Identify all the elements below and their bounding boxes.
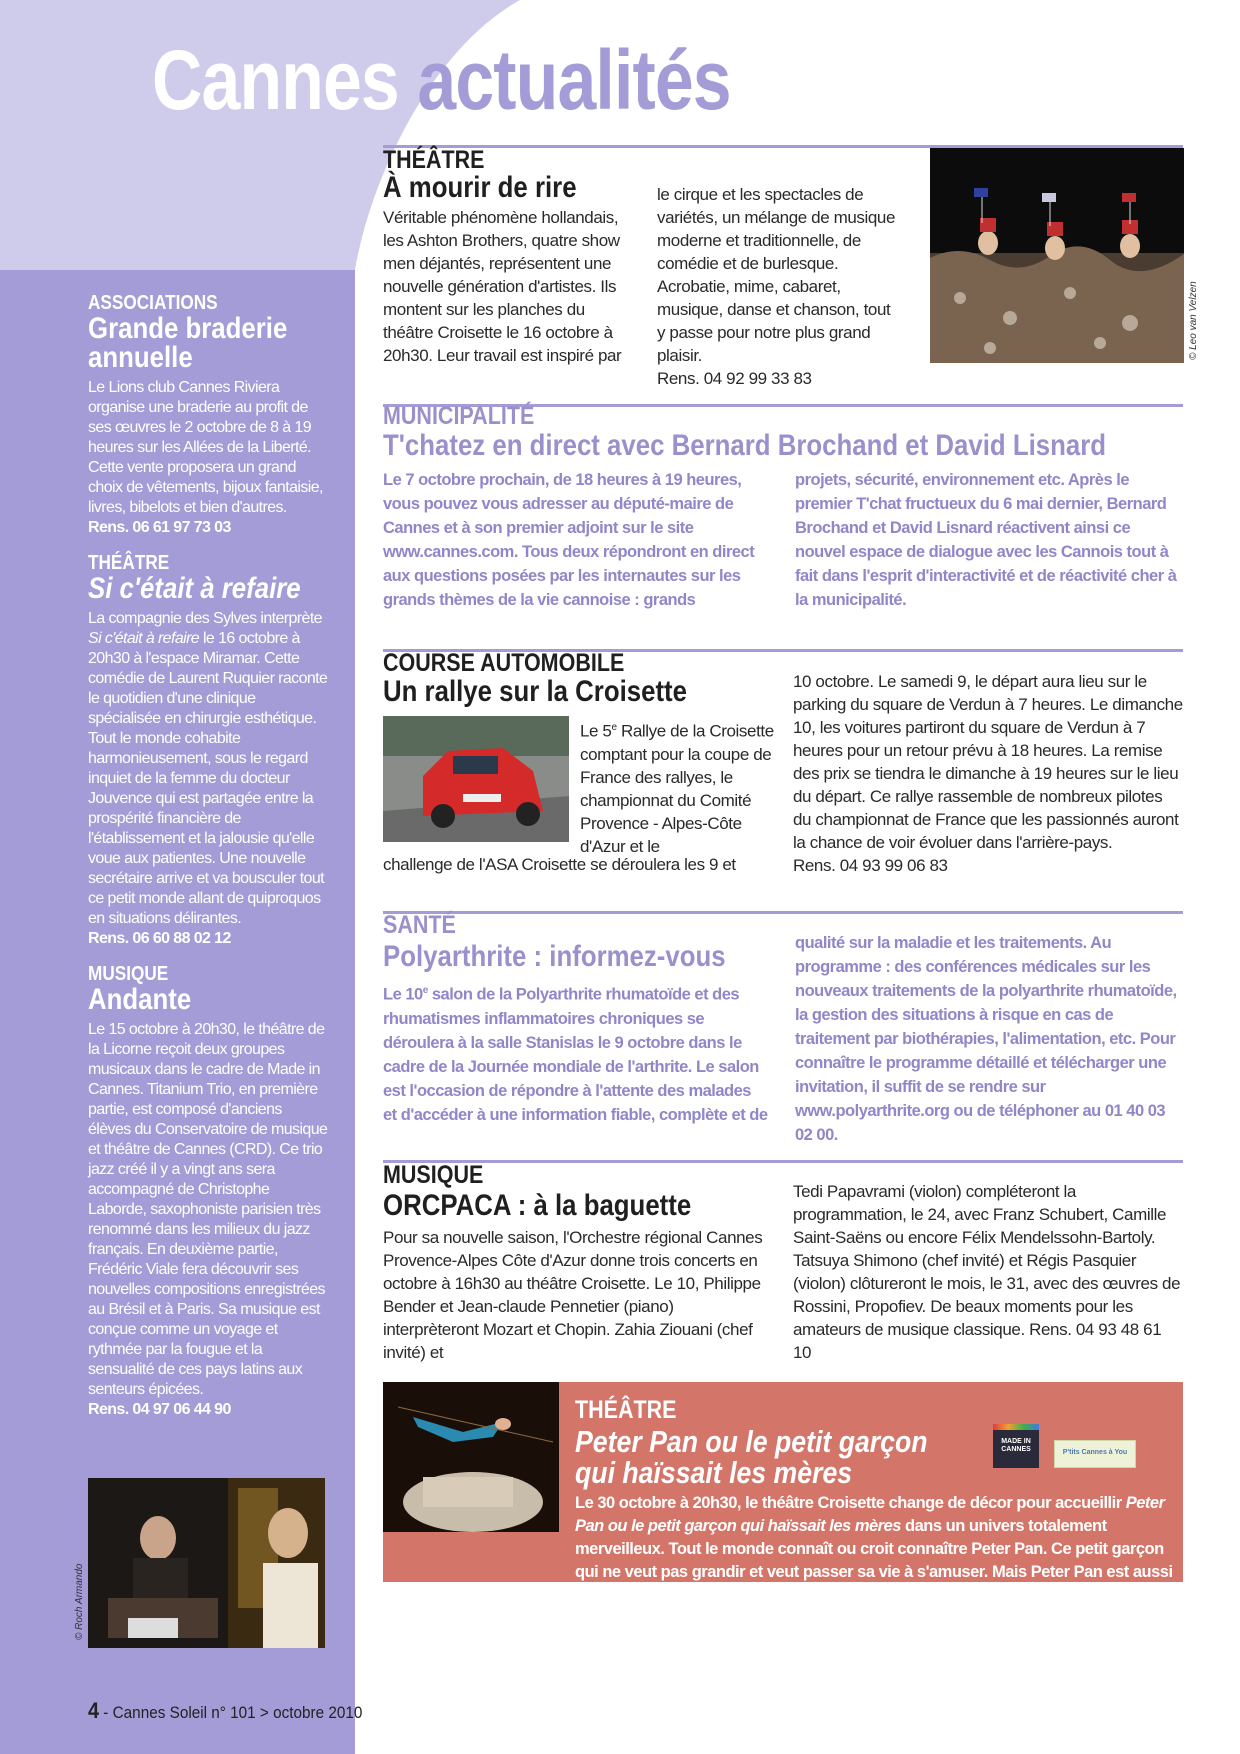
- theatre-col2-text: le cirque et les spectacles de variétés, un mélange de musique moderne et traditionnelle, de comédie et de burlesque. Acrobatie, mime, cabaret, musique, danse et chanson, tout y passe pour notre plus grand plaisir.: [657, 185, 896, 365]
- musique-col1: Pour sa nouvelle saison, l'Orchestre régional Cannes Provence-Alpes Côte d'Azur donne trois concerts en octobre à 16h30 au théâtre Croisette. Le 10, Philippe Bender et Jean-claude Pennetier (piano) interprèteront Mozart et Chopin. Zahia Ziouani (chef invité) et: [383, 1228, 763, 1362]
- peter-pan-body-bottom: de jouer encore et toujours. Ce spectacle, programmé dans le cadre de P'tits Cannes à You et Made in Cannes, est interprété par la compagnie Vol plané (à partir de 8 ans). Rens. 04 97 06 44 90: [400, 1609, 1149, 1650]
- course-category: COURSE AUTOMOBILE: [383, 649, 625, 677]
- sidebar-theatre-title: Si c'était à refaire: [88, 572, 301, 605]
- course-title: Un rallye sur la Croisette: [383, 675, 687, 708]
- made-in-cannes-logo: MADE IN CANNES: [993, 1424, 1039, 1468]
- theatre-photo-credit: © Leo van Velzen: [1188, 281, 1199, 360]
- sidebar-theatre-rens: Rens. 06 60 88 02 12: [88, 930, 231, 947]
- musique-col2-text: Tedi Papavrami (violon) compléteront la programmation, le 24, avec Franz Schubert, Camille Saint-Saëns ou encore Félix Mendelssohn-Bartoly. Tatsuya Shimono (chef invité) et Régis Pasquier (violon) clôtureront le mois, le 31, avec des œuvres de Rossini, Propofiev. De beaux moments pour les amateurs de musique classique.: [793, 1182, 1181, 1339]
- page-number: 4: [88, 1698, 100, 1723]
- page-title: [152, 33, 731, 127]
- theatre-col1: Véritable phénomène hollandais, les Ashton Brothers, quatre show men déjantés, représentent une nouvelle génération d'artistes. Ils montent sur les planches du théâtre Croisette le 16 octobre à 20h30. Leur travail est inspiré par: [383, 208, 622, 365]
- theatre-category: THÉÂTRE: [383, 146, 485, 174]
- associations-rens: Rens. 06 61 97 73 03: [88, 519, 231, 536]
- course-rens: Rens. 04 93 99 06 83: [793, 856, 948, 875]
- sante-title: Polyarthrite : informez-vous: [383, 940, 726, 973]
- course-col2-text: 10 octobre. Le samedi 9, le départ aura lieu sur le parking du square de Verdun à 7 heures. Le dimanche 10, les voitures partiront du square de Verdun à 7 heures pour un retour prévu à 18 heures. La remise des prix se tiendra le dimanche à 19 heures sur le lieu du départ. Ce rallye rassemble de nombreux pilotes du championnat de France que les passionnés auront la chance de voir évoluer dans l'arrière-pays.: [793, 672, 1183, 852]
- ptits-cannes-logo: P'tits Cannes à You: [1054, 1440, 1136, 1468]
- peter-pan-title-line1: Peter Pan ou le petit garçon: [575, 1424, 928, 1459]
- rally-car-photo: [383, 716, 569, 842]
- title-word-cannes: Cannes: [152, 33, 399, 127]
- musique-title: ORCPACA : à la baguette: [383, 1189, 692, 1222]
- title-word-actualites: actualités: [417, 33, 731, 127]
- municipalite-col2: projets, sécurité, environnement etc. Après le premier T'chat fructueux du 6 mai dernier, Bernard Brochand et David Lisnard réactivent ainsi ce nouvel espace de dialogue avec les Cannois tout à fait dans l'esprit d'interactivité et de réactivité cher à la municipalité.: [795, 471, 1177, 609]
- sidebar-theatre-category: THÉÂTRE: [88, 552, 170, 574]
- peter-pan-title-line2: qui haïssait les mères: [575, 1455, 853, 1490]
- sidebar-musique-title: Andante: [88, 983, 192, 1016]
- sidebar-musique-category: MUSIQUE: [88, 963, 169, 985]
- musique-col2: [793, 1180, 1183, 1364]
- sidebar-musique-body: [88, 1020, 328, 1420]
- associations-category: ASSOCIATIONS: [88, 292, 218, 314]
- sidebar-musique-rens: Rens. 04 97 06 44 90: [88, 1401, 231, 1418]
- municipalite-category: MUNICIPALITÉ: [383, 402, 535, 430]
- associations-title: Grande braderie annuelle: [88, 312, 288, 374]
- theatre-title: À mourir de rire: [383, 171, 577, 204]
- sante-rule: [383, 911, 1183, 914]
- theatre-rens: Rens. 04 92 99 33 83: [657, 369, 812, 388]
- sidebar-musique-text: Le 15 octobre à 20h30, le théâtre de la Licorne reçoit deux groupes musicaux dans le cadre de Made in Cannes. Titanium Trio, en première partie, est composé d'anciens élèves du Conservatoire de musique et théâtre de Cannes (CRD). Ce trio jazz créé il y a vingt ans sera accompagné de Christophe Laborde, saxophoniste parisien très renommé dans les milieux du jazz français. En deuxième partie, Frédéric Viale fera découvrir ses nouvelles compositions enregistrées au Brésil et à Paris. Sa musique est conçue comme un voyage et rythmée par la fougue et la sensualité de ces pays latins aux senteurs épicées.: [88, 1021, 328, 1398]
- sidebar-theatre-body: [88, 609, 328, 949]
- musicians-photo: [88, 1478, 325, 1648]
- municipalite-col1: Le 7 octobre prochain, de 18 heures à 19 heures, vous pouvez vous adresser au député-maire de Cannes et à son premier adjoint sur le site www.cannes.com. Tous deux répondront en direct aux questions posées par les internautes sur les grands thèmes de la vie cannoise : grands: [383, 471, 755, 609]
- associations-text: Le Lions club Cannes Riviera organise une braderie au profit de ses œuvres le 2 octobre de 8 à 19 heures sur les Allées de la Liberté. Cette vente proposera un grand choix de vêtements, bijoux fantaisie, livres, bibelots et bien d'autres.: [88, 379, 323, 516]
- sante-category: SANTÉ: [383, 911, 456, 939]
- sante-col2: qualité sur la maladie et les traitements. Au programme : des conférences médicales sur les nouveaux traitements de la polyarthrite rhumatoïde, la gestion des situations à risque en cas de traitement par biothérapies, l'alimentation, etc. Pour connaître le programme détaillé et télécharger une invitation, il suffit de se rendre sur www.polyarthrite.org ou de téléphoner au 01 40 03 02 00.: [795, 934, 1177, 1144]
- musique-rens: Rens. 04 93 48 61 10: [793, 1320, 1162, 1362]
- peter-pan-title: [575, 1426, 928, 1488]
- sante-col1: Le 10e salon de la Polyarthrite rhumatoïde et des rhumatismes inflammatoires chroniques se déroulera à la salle Stanislas le 9 octobre dans le cadre de la Journée mondiale de l'arthrite. Le salon est l'occasion de répondre à l'attente des malades et d'accéder à une information fiable, complète et de: [383, 985, 768, 1124]
- sidebar-theatre-text: La compagnie des Sylves interprète Si c'était à refaire le 16 octobre à 20h30 à l'espace Miramar. Cette comédie de Laurent Ruquier raconte le quotidien d'une clinique spécialisée en chirurgie esthétique. Tout le monde cohabite harmonieusement, sous le regard inquiet de la femme du docteur Jouvence qui est partagée entre la prospérité financière de l'établissement et la jalousie qu'elle voue aux patientes. Une nouvelle secrétaire arrive et va bousculer tout ce petit monde allant de quiproquos en situations délirantes.: [88, 610, 328, 927]
- peter-pan-body-top: Le 30 octobre à 20h30, le théâtre Croisette change de décor pour accueillir Peter Pan ou le petit garçon qui haïssait les mères dans un univers totalement merveilleux. Tout le monde connaît ou croit connaître Peter Pan. Ce petit garçon qui ne veut pas grandir et veut passer sa vie à s'amuser. Mais Peter Pan est aussi une tentative désespérée d'arrêter le temps, de retenir l'enfance,: [575, 1494, 1173, 1604]
- course-col1-bottom: challenge de l'ASA Croisette se déroulera les 9 et: [383, 855, 736, 874]
- theatre-col2: [657, 183, 902, 390]
- ashton-brothers-photo: [930, 148, 1184, 363]
- course-col2: [793, 670, 1183, 877]
- municipalite-title: T'chatez en direct avec Bernard Brochand et David Lisnard: [383, 429, 1107, 462]
- course-col1-top: Le 5e Rallye de la Croisette comptant pour la coupe de France des rallyes, le championnat du Comité Provence - Alpes-Côte d'Azur et le: [580, 721, 774, 856]
- footer-text: - Cannes Soleil n° 101 > octobre 2010: [99, 1703, 363, 1722]
- sidebar-photo-credit: © Roch Armando: [74, 1563, 85, 1640]
- musique-rule: [383, 1160, 1183, 1163]
- peter-pan-category: THÉÂTRE: [575, 1396, 677, 1424]
- musique-category: MUSIQUE: [383, 1161, 484, 1189]
- peter-pan-photo: [383, 1382, 559, 1532]
- sidebar-content: [88, 288, 328, 1420]
- associations-body: [88, 378, 328, 538]
- page-footer: [88, 1698, 362, 1724]
